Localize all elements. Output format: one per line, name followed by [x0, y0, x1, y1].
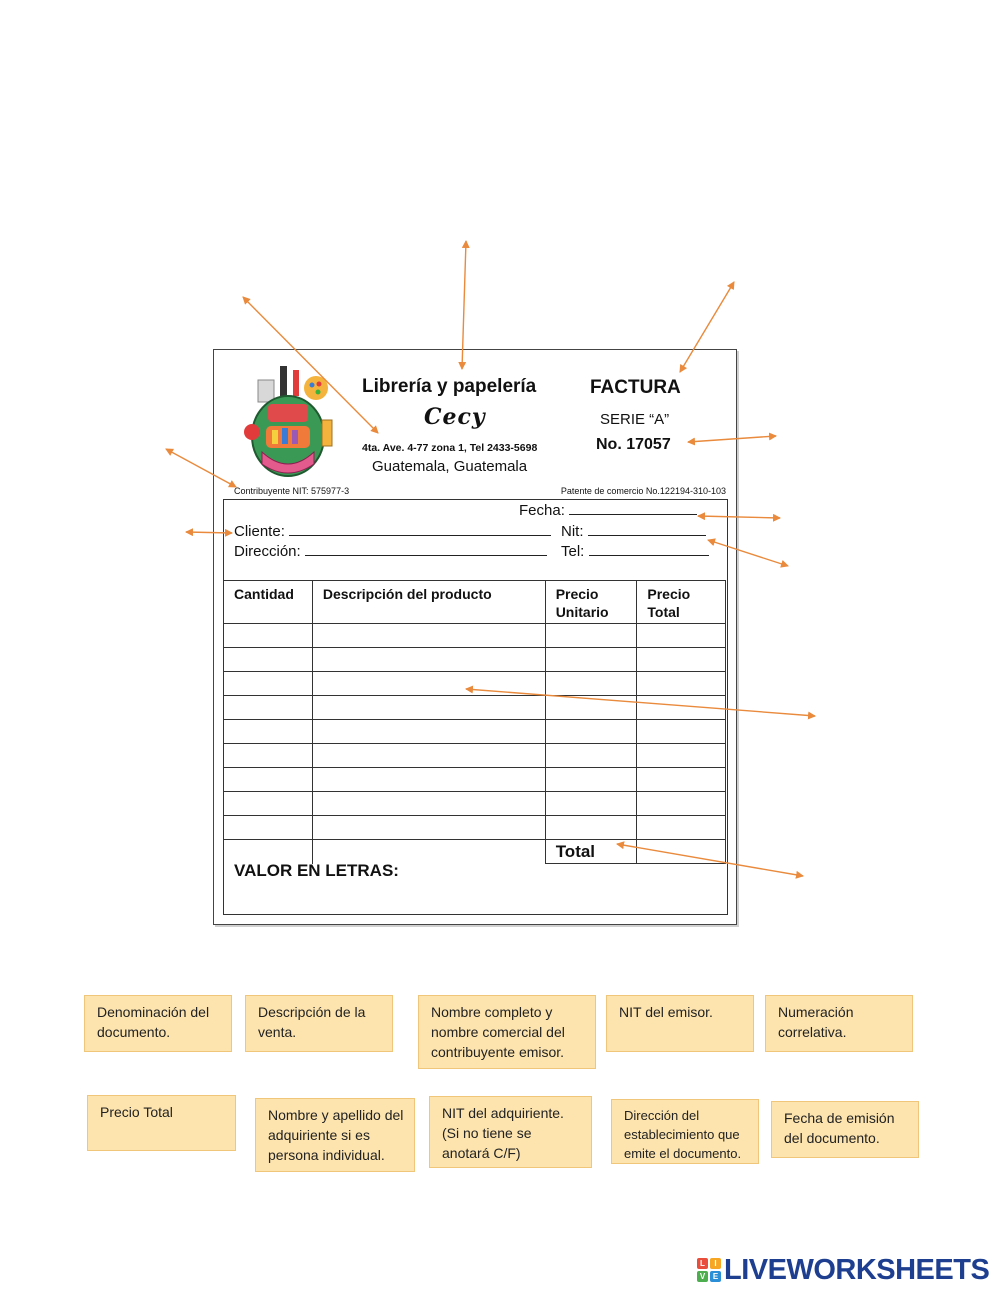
- card-precio-total[interactable]: Precio Total: [87, 1095, 236, 1151]
- fecha-label: Fecha:: [519, 502, 565, 519]
- col-precio-total-line-2: Total: [647, 604, 680, 620]
- col-precio-unitario: [545, 581, 637, 624]
- shop-name: Librería y papelería: [362, 376, 537, 397]
- card-nombre-adquiriente[interactable]: Nombre y apellido del adquiriente si es persona individual.: [255, 1098, 415, 1172]
- shop-brand: Cecy: [424, 404, 486, 430]
- client-section: [223, 499, 728, 915]
- logo-square: V: [697, 1271, 708, 1282]
- direccion-field: [234, 543, 547, 560]
- card-numeracion[interactable]: Numeración correlativa.: [765, 995, 913, 1052]
- col-precio-total-line-1: Precio: [647, 586, 691, 602]
- col-precio-unitario-line-1: Precio: [555, 586, 599, 602]
- invoice-document: [213, 349, 737, 925]
- total-label: Total: [545, 840, 637, 864]
- card-nit-emisor[interactable]: NIT del emisor.: [606, 995, 754, 1052]
- items-table: [223, 580, 726, 864]
- col-descripcion: Descripción del producto: [312, 581, 545, 624]
- tel-line: [589, 543, 709, 556]
- cliente-line: [289, 523, 551, 536]
- nit-line: [588, 523, 706, 536]
- shop-city: Guatemala, Guatemala: [372, 458, 528, 475]
- card-direccion-establecimiento[interactable]: Dirección del establecimiento que emite el documento.: [611, 1099, 759, 1164]
- document-number: No. 17057: [596, 436, 671, 453]
- card-denominacion[interactable]: Denominación del documento.: [84, 995, 232, 1052]
- table-total-row: [224, 840, 726, 864]
- table-header-row: [224, 581, 726, 624]
- document-title: FACTURA: [590, 377, 681, 398]
- fecha-line: [569, 502, 697, 515]
- tel-label: Tel:: [561, 543, 585, 560]
- logo-square: I: [710, 1258, 721, 1269]
- table-row: [224, 624, 726, 648]
- col-precio-unitario-line-2: Unitario: [555, 604, 609, 620]
- cliente-field: [234, 523, 551, 540]
- card-nombre-completo[interactable]: Nombre completo y nombre comercial del contribuyente emisor.: [418, 995, 596, 1069]
- nit-emisor: Contribuyente NIT: 575977-3: [234, 486, 350, 496]
- direccion-label: Dirección:: [234, 543, 301, 560]
- direccion-line: [305, 543, 547, 556]
- card-fecha-emision[interactable]: Fecha de emisión del documento.: [771, 1101, 919, 1158]
- backpack-logo-icon: [238, 366, 338, 482]
- table-row: [224, 672, 726, 696]
- liveworksheets-logo: [697, 1253, 990, 1286]
- col-precio-total: [637, 581, 726, 624]
- nit-field: [561, 523, 706, 540]
- tel-field: [561, 543, 709, 560]
- document-serie: SERIE “A”: [600, 411, 670, 428]
- table-row: [224, 792, 726, 816]
- logo-square: E: [710, 1271, 721, 1282]
- table-row: [224, 720, 726, 744]
- valor-en-letras: VALOR EN LETRAS:: [234, 861, 399, 880]
- card-descripcion-venta[interactable]: Descripción de la venta.: [245, 995, 393, 1052]
- col-cantidad: Cantidad: [224, 581, 313, 624]
- card-nit-adquiriente[interactable]: NIT del adquiriente. (Si no tiene se anotará C/F): [429, 1096, 592, 1168]
- nit-label: Nit:: [561, 523, 584, 540]
- logo-text: LIVEWORKSHEETS: [724, 1253, 990, 1286]
- table-row: [224, 744, 726, 768]
- shop-address: 4ta. Ave. 4-77 zona 1, Tel 2433-5698: [362, 442, 538, 454]
- patente-comercio: Patente de comercio No.122194-310-103: [560, 486, 726, 496]
- cliente-label: Cliente:: [234, 523, 285, 540]
- table-row: [224, 648, 726, 672]
- table-row: [224, 816, 726, 840]
- table-row: [224, 768, 726, 792]
- fecha-field: [519, 502, 697, 519]
- table-row: [224, 696, 726, 720]
- logo-squares-icon: [697, 1258, 721, 1282]
- logo-square: L: [697, 1258, 708, 1269]
